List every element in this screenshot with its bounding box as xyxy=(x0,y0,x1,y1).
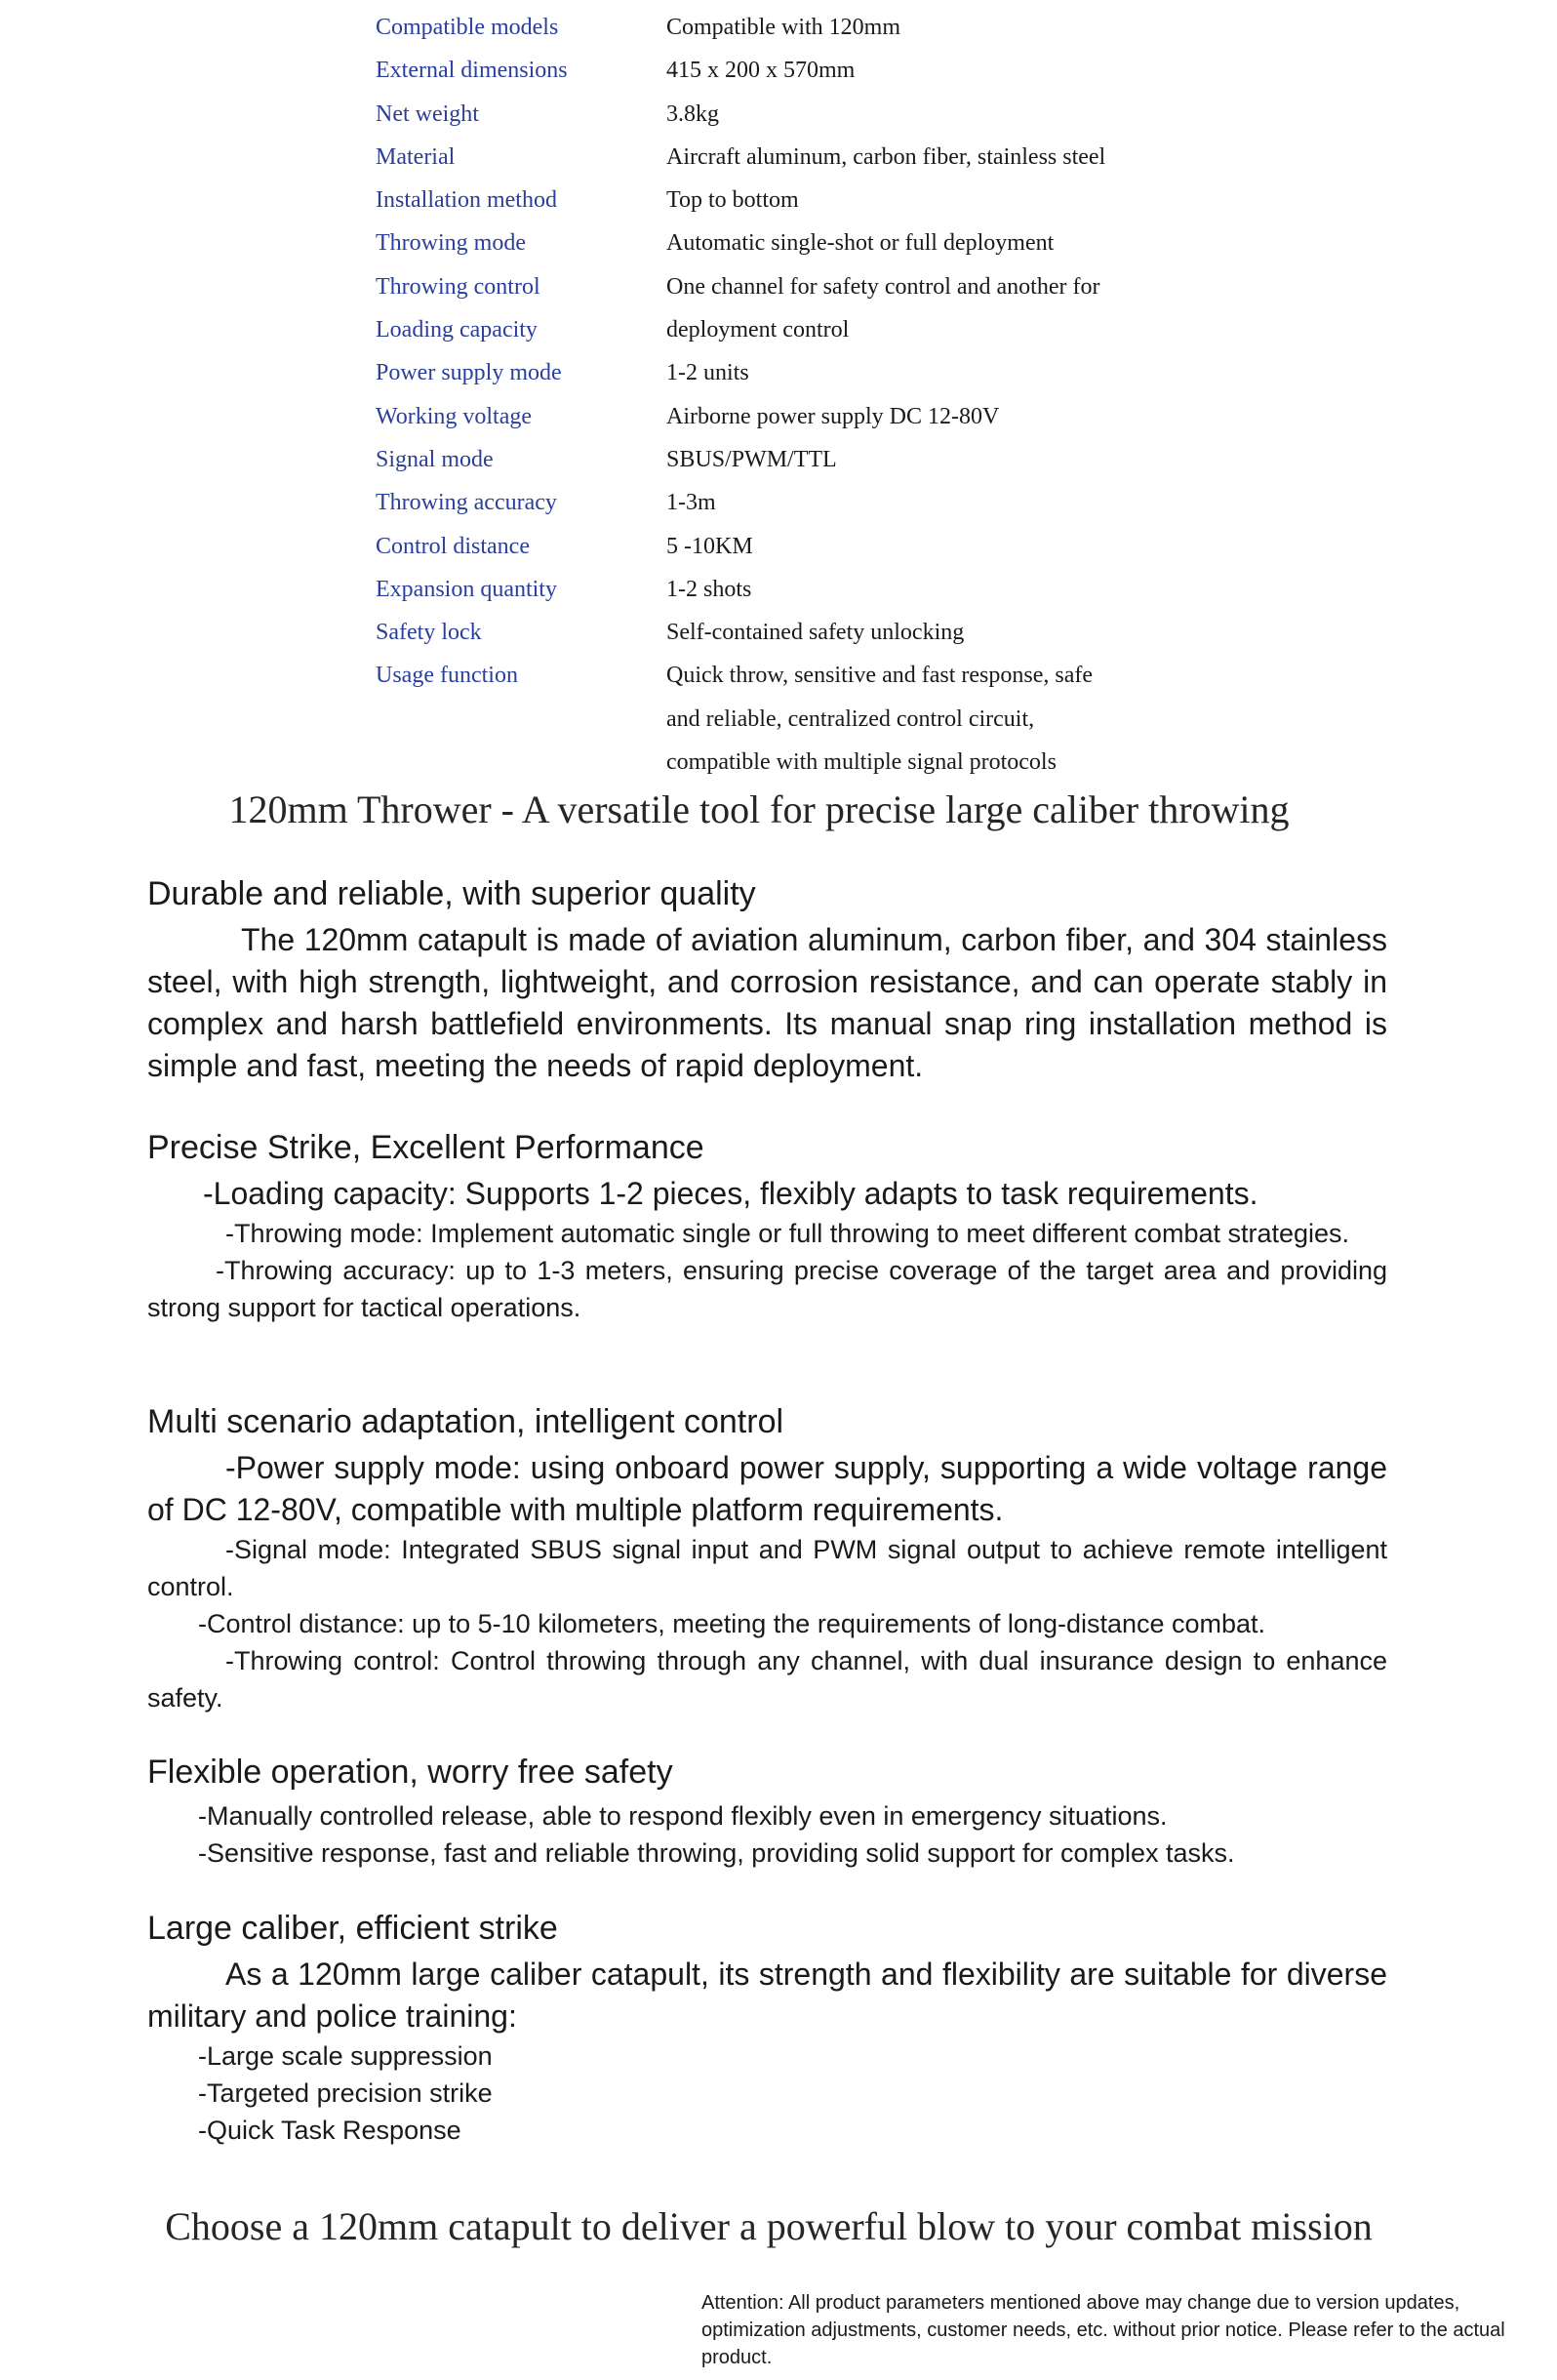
spec-value-line: Airborne power supply DC 12-80V xyxy=(666,403,1000,429)
bullet-item: -Targeted precision strike xyxy=(198,2078,493,2108)
spec-label: Loading capacity xyxy=(376,317,538,343)
disclaimer-notice: Attention: All product parameters mentioned above may change due to version updates, optimization adjustments, customer needs, etc. without prior notice. Please refer to the actual product. xyxy=(701,2292,1505,2368)
spec-row xyxy=(376,399,1254,442)
spec-value xyxy=(666,140,1105,182)
spec-row xyxy=(376,572,1254,615)
spec-value xyxy=(666,225,1054,268)
bullet-item: -Power supply mode: using onboard power supply, supporting a wide voltage range of DC 12-80V, compatible with multiple platform requirements. xyxy=(147,1450,1387,1527)
spec-value xyxy=(666,312,849,355)
spec-row xyxy=(376,140,1254,182)
bullet-item: -Throwing mode: Implement automatic single or full throwing to meet different combat strategies. xyxy=(225,1219,1350,1248)
section-title: Flexible operation, worry free safety xyxy=(147,1754,673,1791)
spec-label: Power supply mode xyxy=(376,360,562,386)
spec-value-line: Compatible with 120mm xyxy=(666,15,900,40)
section-durable xyxy=(147,868,1387,1087)
spec-label: Signal mode xyxy=(376,446,494,472)
spec-label: Throwing accuracy xyxy=(376,490,557,516)
spec-label: Control distance xyxy=(376,533,530,559)
spec-value xyxy=(666,529,753,572)
spec-value-line: 3.8kg xyxy=(666,101,719,127)
spec-value-line: SBUS/PWM/TTL xyxy=(666,446,837,472)
bullet-item: -Quick Task Response xyxy=(198,2116,461,2145)
spec-label: Installation method xyxy=(376,187,557,214)
spec-value-line: 5 -10KM xyxy=(666,533,753,559)
section-precise-strike xyxy=(147,1122,1387,1326)
bullet-item: -Throwing control: Control throwing through any channel, with dual insurance design to enhance safety. xyxy=(147,1646,1387,1713)
spec-value-line: 1-2 shots xyxy=(666,576,752,602)
bullet-item: -Large scale suppression xyxy=(198,2041,493,2071)
section-large-caliber xyxy=(147,1903,1387,2149)
bullet-item: -Throwing accuracy: up to 1-3 meters, ensuring precise coverage of the target area and providing strong support for tactical operations. xyxy=(147,1256,1387,1322)
spec-value xyxy=(666,485,716,528)
section-title: Multi scenario adaptation, intelligent control xyxy=(147,1403,784,1440)
section-body: As a 120mm large caliber catapult, its strength and flexibility are suitable for diverse military and police training: xyxy=(147,1956,1387,2034)
spec-value-line: 1-3m xyxy=(666,490,716,516)
spec-label: Compatible models xyxy=(376,15,559,40)
spec-value-line: deployment control xyxy=(666,317,850,343)
bullet-item: -Control distance: up to 5-10 kilometers, meeting the requirements of long-distance combat. xyxy=(198,1609,1266,1638)
spec-value-line: Aircraft aluminum, carbon fiber, stainless steel xyxy=(666,143,1106,170)
spec-label: Throwing control xyxy=(376,273,540,300)
spec-row xyxy=(376,97,1254,140)
section-multi-scenario xyxy=(147,1396,1387,1716)
spec-row xyxy=(376,442,1254,485)
spec-value xyxy=(666,355,749,398)
spec-label: Usage function xyxy=(376,663,518,689)
spec-value xyxy=(666,399,999,442)
spec-value-line: Self-contained safety unlocking xyxy=(666,620,965,646)
bullet-item: -Signal mode: Integrated SBUS signal input and PWM signal output to achieve remote intelligent control. xyxy=(147,1535,1387,1601)
spec-label: Working voltage xyxy=(376,403,533,429)
spec-row xyxy=(376,615,1254,658)
section-title: Precise Strike, Excellent Performance xyxy=(147,1129,704,1166)
spec-value xyxy=(666,615,964,658)
spec-value xyxy=(666,572,751,615)
bullet-item: -Loading capacity: Supports 1-2 pieces, flexibly adapts to task requirements. xyxy=(203,1176,1258,1211)
page-title: 120mm Thrower - A versatile tool for precise large caliber throwing xyxy=(228,787,1290,831)
section-flexible-operation xyxy=(147,1747,1235,1872)
spec-label: Material xyxy=(376,143,456,170)
spec-value-line: Quick throw, sensitive and fast response, safe xyxy=(666,663,1093,689)
spec-row xyxy=(376,182,1254,225)
spec-value-line: compatible with multiple signal protocols xyxy=(666,749,1057,776)
spec-label: External dimensions xyxy=(376,58,568,84)
spec-label: Safety lock xyxy=(376,620,482,646)
spec-label: Expansion quantity xyxy=(376,576,557,602)
spec-value-line: and reliable, centralized control circuit, xyxy=(666,706,1035,732)
spec-row xyxy=(376,10,1254,53)
spec-value xyxy=(666,53,855,96)
spec-table xyxy=(376,10,1254,787)
spec-value-line: Top to bottom xyxy=(666,187,799,214)
spec-row xyxy=(376,529,1254,572)
bullet-item: -Sensitive response, fast and reliable throwing, providing solid support for complex tasks. xyxy=(198,1838,1235,1868)
spec-value xyxy=(666,97,719,140)
spec-value-line: 415 x 200 x 570mm xyxy=(666,58,856,84)
spec-row xyxy=(376,225,1254,268)
spec-value xyxy=(666,10,900,53)
section-title: Large caliber, efficient strike xyxy=(147,1910,558,1947)
bullet-item: -Manually controlled release, able to respond flexibly even in emergency situations. xyxy=(198,1801,1168,1831)
spec-value xyxy=(666,658,1093,787)
spec-row xyxy=(376,53,1254,96)
spec-label: Net weight xyxy=(376,101,479,127)
spec-label: Throwing mode xyxy=(376,230,526,257)
closing-tagline: Choose a 120mm catapult to deliver a powerful blow to your combat mission xyxy=(165,2204,1373,2248)
spec-row xyxy=(376,269,1254,312)
spec-value xyxy=(666,182,799,225)
spec-value-line: One channel for safety control and another for xyxy=(666,273,1100,300)
spec-value-line: 1-2 units xyxy=(666,360,749,386)
spec-value xyxy=(666,269,1099,312)
spec-row xyxy=(376,658,1254,787)
spec-row xyxy=(376,312,1254,355)
spec-row xyxy=(376,355,1254,398)
section-title: Durable and reliable, with superior quality xyxy=(147,875,756,912)
spec-row xyxy=(376,485,1254,528)
spec-value-line: Automatic single-shot or full deployment xyxy=(666,230,1055,257)
section-body: The 120mm catapult is made of aviation aluminum, carbon fiber, and 304 stainless steel, with high strength, lightweight, and corrosion resistance, and can operate stably in complex and harsh battlefield environments. Its manual snap ring installation method is simple and fast, meeting the needs of rapid deployment. xyxy=(147,922,1387,1083)
spec-value xyxy=(666,442,837,485)
